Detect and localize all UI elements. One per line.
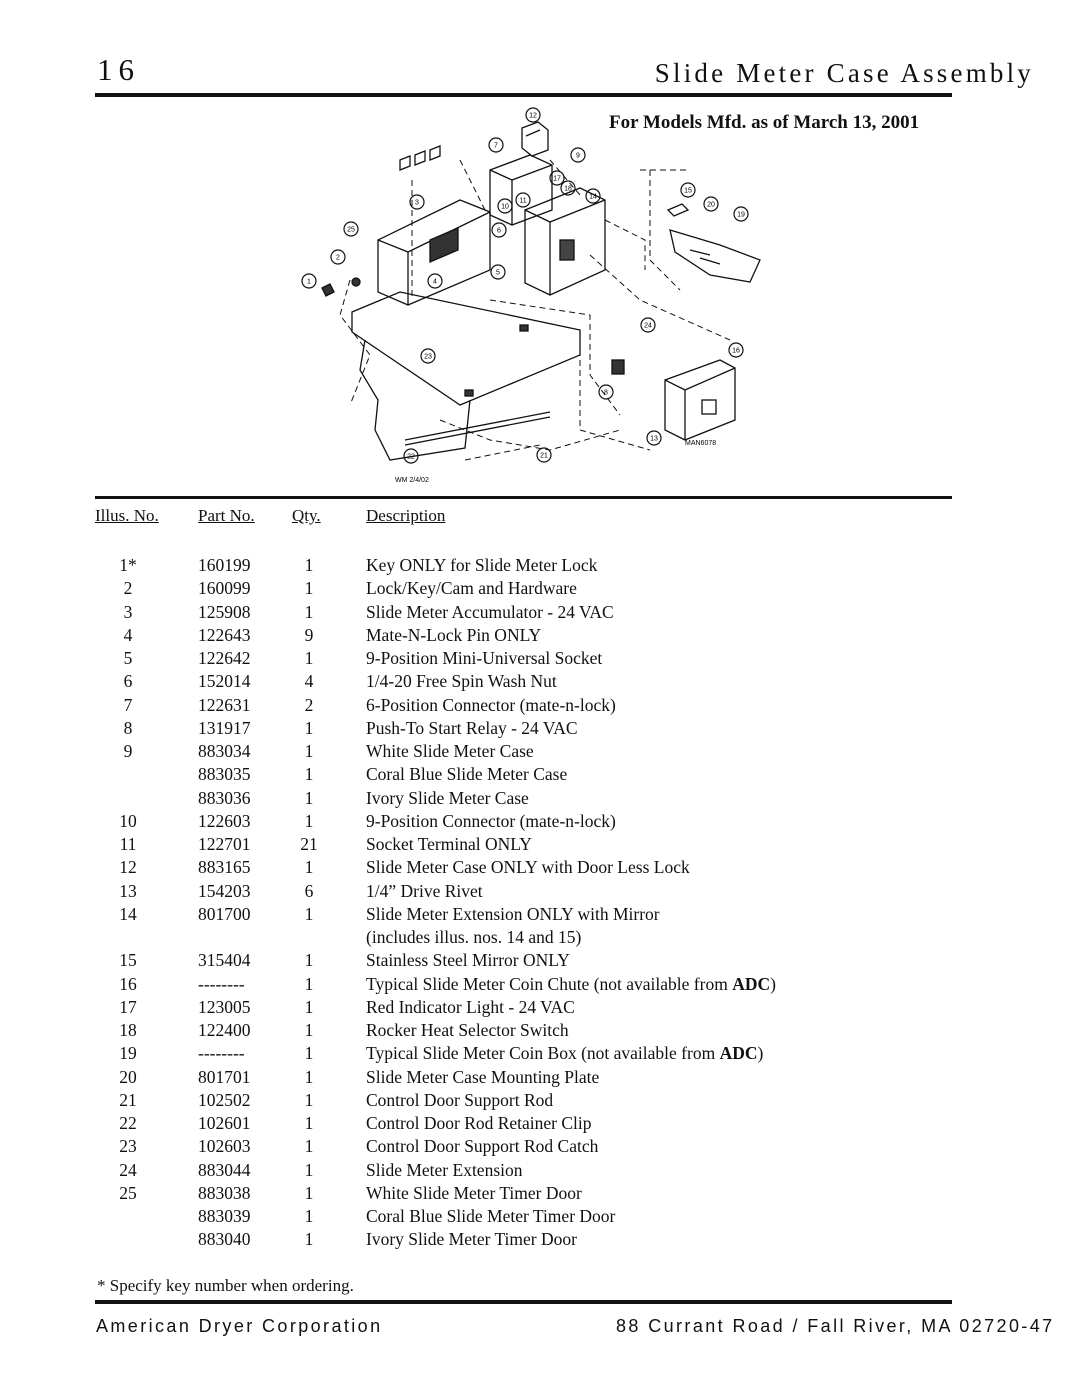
- svg-text:WM 2/4/02: WM 2/4/02: [395, 477, 429, 484]
- table-row: [0, 1160, 1080, 1183]
- description-cell: Control Door Support Rod Catch: [366, 1136, 599, 1157]
- part-no-cell: 883038: [198, 1182, 251, 1203]
- qty-cell: 1: [304, 1066, 314, 1087]
- illus-no-cell: 19: [119, 1043, 137, 1064]
- table-row: [0, 671, 1080, 694]
- table-row: [0, 857, 1080, 880]
- header-qty: Qty.: [292, 506, 321, 525]
- qty-cell: 1: [304, 555, 314, 575]
- qty-cell: 4: [304, 671, 314, 692]
- callout-18: 18: [564, 185, 572, 193]
- description-cell: Control Door Support Rod: [366, 1089, 554, 1110]
- relay-box: [490, 155, 552, 225]
- callout-11: 11: [519, 197, 527, 205]
- callout-7: 7: [494, 142, 498, 150]
- qty-cell: 2: [304, 694, 314, 715]
- part-no-cell: 883040: [198, 1229, 251, 1250]
- header-description: Description: [366, 506, 446, 525]
- qty-cell: 1: [304, 903, 314, 924]
- table-row: [0, 764, 1080, 787]
- description-cell: (includes illus. nos. 14 and 15): [366, 927, 582, 947]
- illus-no-cell: 3: [123, 601, 133, 622]
- illus-no-cell: 21: [119, 1089, 137, 1110]
- part-no-cell: 160099: [198, 578, 251, 599]
- part-no-cell: 883165: [198, 857, 251, 878]
- qty-cell: 1: [304, 810, 314, 831]
- table-row: [0, 997, 1080, 1020]
- table-top-rule: [95, 496, 952, 499]
- description-cell: Push-To Start Relay - 24 VAC: [366, 717, 578, 738]
- table-row: [0, 625, 1080, 648]
- illus-no-cell: 18: [119, 1020, 137, 1040]
- illus-no-cell: 22: [119, 1113, 137, 1133]
- qty-cell: 9: [304, 624, 314, 645]
- description-cell: 1/4-20 Free Spin Wash Nut: [366, 671, 557, 692]
- description-cell: Slide Meter Accumulator - 24 VAC: [366, 601, 614, 622]
- qty-cell: 1: [304, 1182, 314, 1203]
- extension: [670, 230, 760, 282]
- description-cell: Slide Meter Case ONLY with Door Less Lock: [366, 857, 690, 878]
- part-no-cell: 154203: [198, 880, 251, 901]
- illus-no-cell: 20: [119, 1066, 137, 1087]
- qty-cell: 21: [300, 834, 318, 854]
- qty-cell: 1: [304, 973, 314, 994]
- page-number: 16: [97, 52, 140, 87]
- header-part-no: Part No.: [198, 506, 255, 525]
- illus-no-cell: 25: [119, 1182, 137, 1203]
- qty-cell: 1: [304, 1020, 314, 1040]
- table-row: [0, 1183, 1080, 1206]
- qty-cell: 1: [304, 1136, 314, 1157]
- callout-22: 22: [407, 453, 415, 461]
- description-cell: Ivory Slide Meter Timer Door: [366, 1229, 577, 1250]
- callout-12: 12: [529, 112, 537, 120]
- table-row: [0, 741, 1080, 764]
- table-row: [0, 1206, 1080, 1229]
- description-cell: Mate-N-Lock Pin ONLY: [366, 624, 542, 645]
- table-row: [0, 788, 1080, 811]
- callout-9: 9: [576, 152, 580, 160]
- table-row: [0, 927, 1080, 950]
- callout-21: 21: [540, 452, 548, 460]
- callout-1: 1: [307, 278, 311, 286]
- description-cell: Ivory Slide Meter Case: [366, 787, 529, 808]
- qty-cell: 1: [304, 857, 314, 878]
- illus-no-cell: 10: [119, 810, 137, 831]
- illus-no-cell: 6: [123, 671, 133, 692]
- part-no-cell: 883039: [198, 1206, 251, 1226]
- callout-20: 20: [707, 201, 715, 209]
- illus-no-cell: 4: [123, 624, 133, 645]
- part-no-cell: 122603: [198, 810, 251, 831]
- qty-cell: 1: [304, 1113, 314, 1133]
- table-row: [0, 811, 1080, 834]
- part-no-cell: 801700: [198, 903, 251, 924]
- qty-cell: 1: [304, 1089, 314, 1110]
- table-row: [0, 1229, 1080, 1252]
- part-no-cell: 102603: [198, 1136, 251, 1157]
- callout-4: 4: [433, 278, 437, 286]
- illus-no-cell: 15: [119, 950, 137, 971]
- description-cell: Slide Meter Extension: [366, 1159, 523, 1180]
- illus-no-cell: 12: [119, 857, 137, 878]
- qty-cell: 1: [304, 717, 314, 738]
- table-row: [0, 834, 1080, 857]
- table-row: [0, 904, 1080, 927]
- part-no-cell: 125908: [198, 601, 251, 622]
- callout-6: 6: [497, 227, 501, 235]
- part-no-cell: 883036: [198, 787, 251, 808]
- illus-no-cell: 11: [119, 834, 137, 854]
- table-row: [0, 881, 1080, 904]
- table-row: [0, 1020, 1080, 1043]
- qty-cell: 1: [304, 1043, 314, 1064]
- description-cell: Slide Meter Extension ONLY with Mirror: [366, 903, 660, 924]
- part-no-cell: --------: [198, 973, 245, 994]
- part-no-cell: 102502: [198, 1089, 251, 1110]
- part-no-cell: 883034: [198, 741, 251, 761]
- description-cell: Key ONLY for Slide Meter Lock: [366, 555, 598, 575]
- header-illus-no: Illus. No.: [95, 506, 159, 525]
- callout-23: 23: [424, 353, 432, 361]
- part-no-cell: 122643: [198, 624, 251, 645]
- table-row: [0, 578, 1080, 601]
- description-cell: Red Indicator Light - 24 VAC: [366, 996, 575, 1017]
- svg-text:MAN6078: MAN6078: [685, 440, 717, 447]
- callout-16: 16: [732, 347, 740, 355]
- callout-2: 2: [336, 254, 340, 262]
- qty-cell: 6: [304, 880, 314, 901]
- part-no-cell: 883044: [198, 1159, 251, 1180]
- description-cell: White Slide Meter Timer Door: [366, 1182, 582, 1203]
- mounting-plate: [352, 292, 580, 405]
- qty-cell: 1: [304, 648, 314, 668]
- illus-no-cell: 14: [119, 903, 137, 924]
- callout-14: 14: [589, 193, 597, 201]
- callout-25: 25: [347, 226, 355, 234]
- callout-8: 8: [604, 389, 608, 397]
- footer-company: American Dryer Corporation: [96, 1316, 383, 1336]
- part-no-cell: 883035: [198, 764, 251, 785]
- qty-cell: 1: [304, 578, 314, 599]
- description-cell: 9-Position Connector (mate-n-lock): [366, 810, 616, 831]
- table-row: [0, 695, 1080, 718]
- part-no-cell: 102601: [198, 1113, 251, 1133]
- illus-no-cell: 9: [123, 741, 133, 761]
- part-no-cell: 152014: [198, 671, 251, 692]
- part-no-cell: 122701: [198, 834, 251, 854]
- callout-15: 15: [684, 187, 692, 195]
- description-cell: Control Door Rod Retainer Clip: [366, 1113, 592, 1133]
- illus-no-cell: 2: [123, 578, 133, 599]
- illus-no-cell: 23: [119, 1136, 137, 1157]
- footer-rule: [95, 1300, 952, 1304]
- table-row: [0, 1090, 1080, 1113]
- table-row: [0, 974, 1080, 997]
- callout-17: 17: [553, 175, 561, 183]
- page-title: Slide Meter Case Assembly: [654, 58, 1034, 88]
- description-cell: 1/4” Drive Rivet: [366, 880, 483, 901]
- part-no-cell: 315404: [198, 950, 251, 971]
- description-cell: Slide Meter Case Mounting Plate: [366, 1066, 600, 1087]
- part-no-cell: 123005: [198, 996, 251, 1017]
- exploded-assembly-diagram: [290, 100, 780, 492]
- table-row: [0, 1113, 1080, 1136]
- illus-no-cell: 17: [119, 996, 137, 1017]
- illus-no-cell: 13: [119, 880, 137, 901]
- part-no-cell: --------: [198, 1043, 245, 1064]
- qty-cell: 1: [304, 950, 314, 971]
- part-no-cell: 122642: [198, 648, 251, 668]
- qty-cell: 1: [304, 1159, 314, 1180]
- description-cell: Coral Blue Slide Meter Timer Door: [366, 1206, 616, 1226]
- support-rod: [405, 412, 550, 445]
- callout-24: 24: [644, 322, 652, 330]
- table-row: [0, 718, 1080, 741]
- description-cell: 9-Position Mini-Universal Socket: [366, 648, 603, 668]
- part-no-cell: 122631: [198, 694, 251, 715]
- description-cell: Rocker Heat Selector Switch: [366, 1020, 569, 1040]
- table-row: [0, 950, 1080, 973]
- qty-cell: 1: [304, 764, 314, 785]
- table-row: [0, 555, 1080, 578]
- illus-no-cell: 7: [123, 694, 133, 715]
- description-cell: Coral Blue Slide Meter Case: [366, 764, 568, 785]
- callout-5: 5: [496, 269, 500, 277]
- illus-no-cell: 5: [123, 648, 133, 668]
- footer-address: 88 Currant Road / Fall River, MA 02720-47: [616, 1316, 1055, 1336]
- accumulator: [430, 228, 458, 262]
- qty-cell: 1: [304, 741, 314, 761]
- illus-no-cell: 16: [119, 973, 137, 994]
- callout-19: 19: [737, 211, 745, 219]
- table-row: [0, 648, 1080, 671]
- footnote: * Specify key number when ordering.: [97, 1276, 354, 1295]
- illus-no-cell: 8: [123, 717, 133, 738]
- qty-cell: 1: [304, 996, 314, 1017]
- table-row: [0, 1067, 1080, 1090]
- description-cell: Socket Terminal ONLY: [366, 834, 532, 854]
- description-cell: 6-Position Connector (mate-n-lock): [366, 694, 616, 715]
- callout-3: 3: [415, 199, 419, 207]
- description-cell: White Slide Meter Case: [366, 741, 534, 761]
- illus-no-cell: 24: [119, 1159, 137, 1180]
- description-cell: Stainless Steel Mirror ONLY: [366, 950, 570, 971]
- models-note: For Models Mfd. as of March 13, 2001: [609, 112, 920, 133]
- part-no-cell: 160199: [198, 555, 251, 575]
- table-row: [0, 602, 1080, 625]
- callout-13: 13: [650, 435, 658, 443]
- part-no-cell: 122400: [198, 1020, 251, 1040]
- header-rule: [95, 93, 952, 97]
- qty-cell: 1: [304, 787, 314, 808]
- qty-cell: 1: [304, 601, 314, 622]
- qty-cell: 1: [304, 1206, 314, 1226]
- illus-no-cell: 1*: [119, 555, 137, 575]
- description-cell: Typical Slide Meter Coin Box (not available from ADC): [366, 1043, 764, 1064]
- table-row: [0, 1043, 1080, 1066]
- qty-cell: 1: [304, 1229, 314, 1250]
- description-cell: Typical Slide Meter Coin Chute (not available from ADC): [366, 973, 776, 994]
- table-row: [0, 1136, 1080, 1159]
- description-cell: Lock/Key/Cam and Hardware: [366, 578, 577, 599]
- part-no-cell: 801701: [198, 1066, 251, 1087]
- callout-10: 10: [501, 203, 509, 211]
- part-no-cell: 131917: [198, 717, 251, 738]
